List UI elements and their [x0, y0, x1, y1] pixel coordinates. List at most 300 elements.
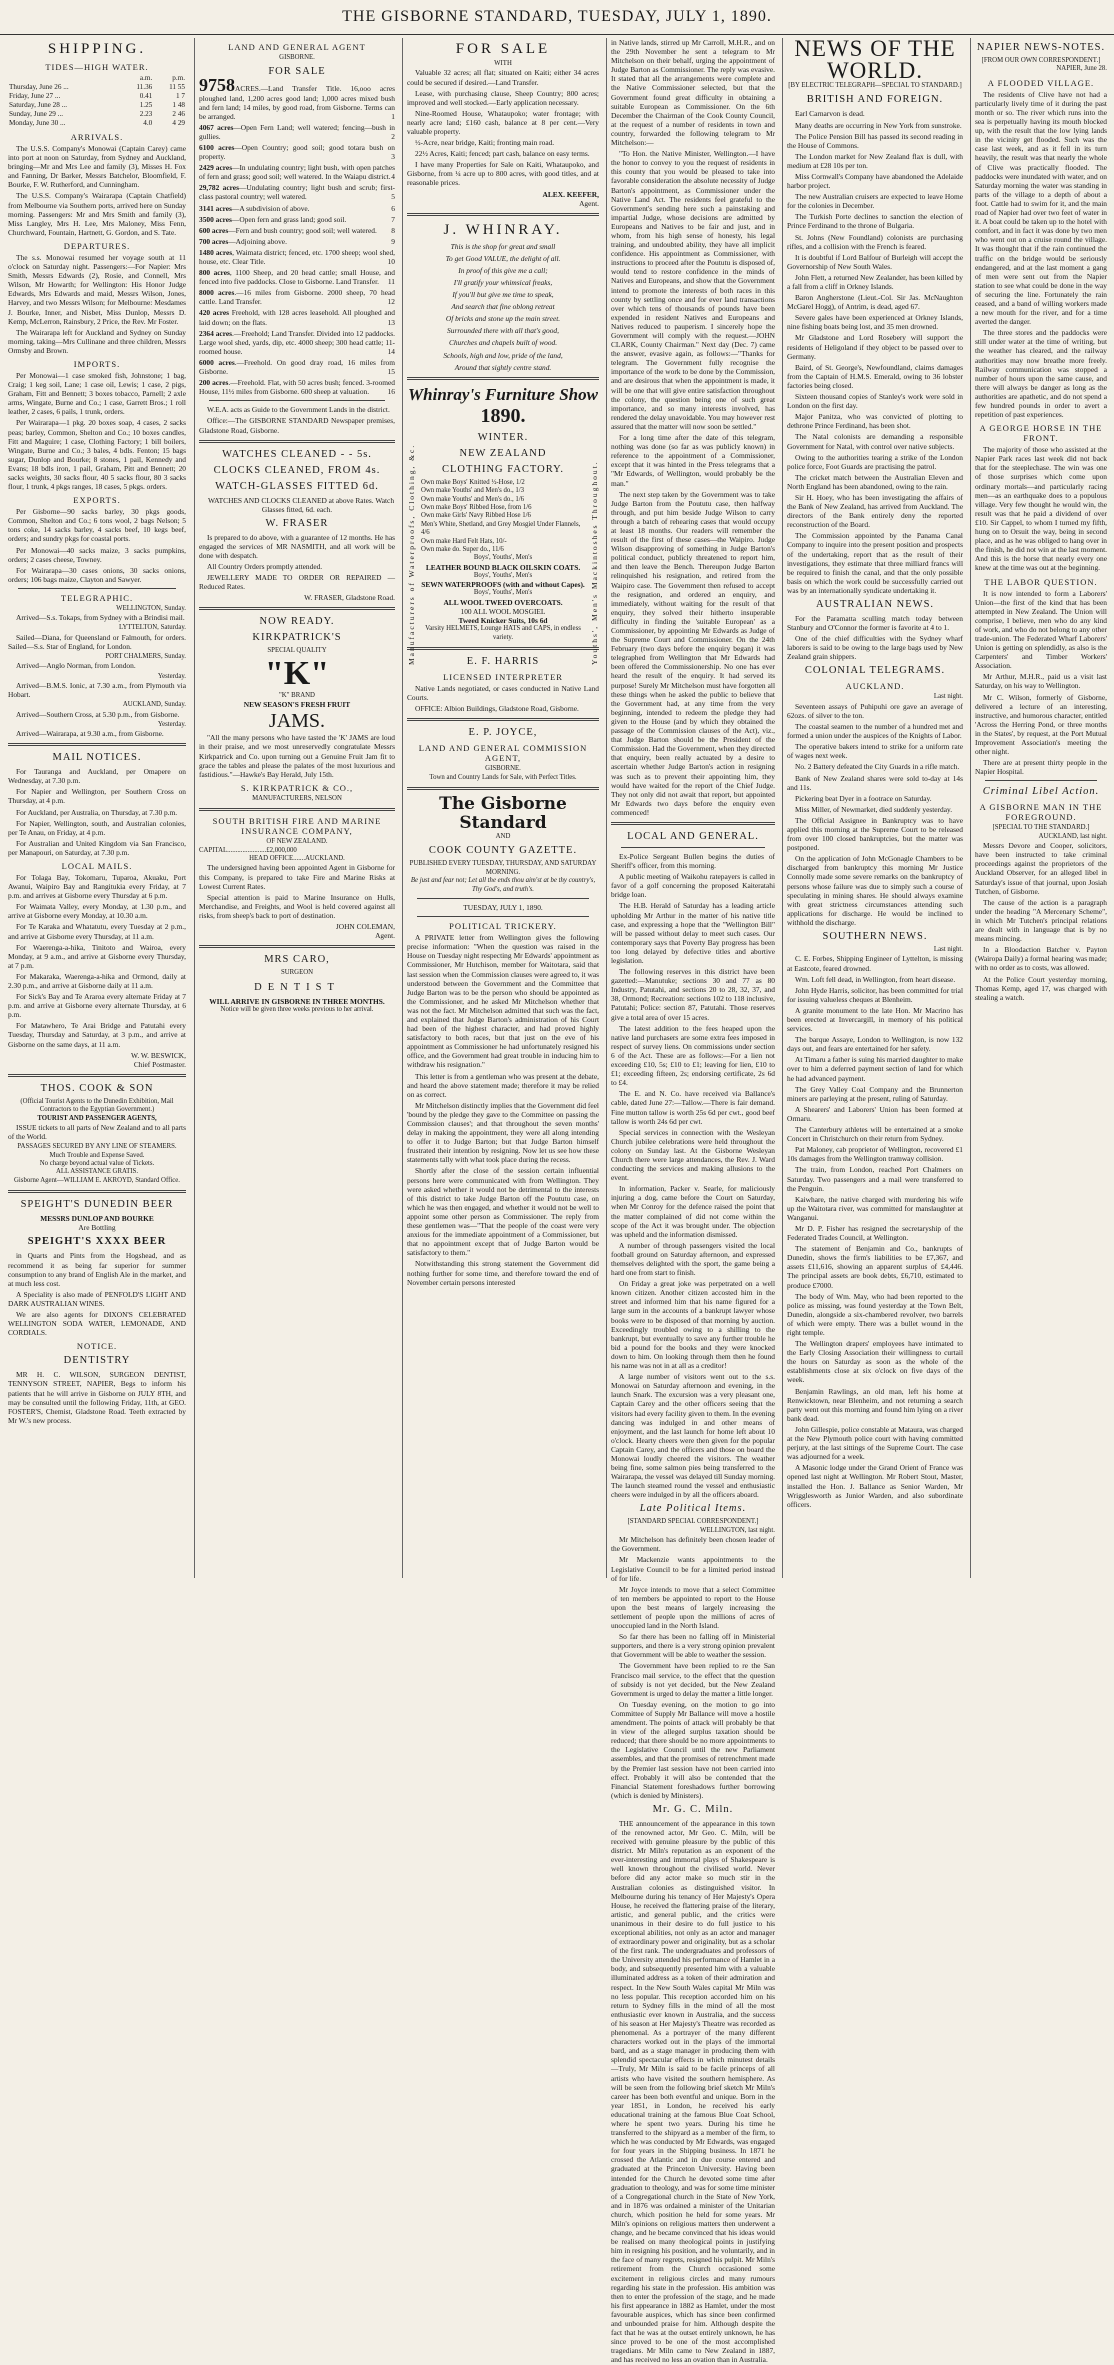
sale-lot-acreage: 6100 acres [199, 142, 235, 152]
imports-heading: IMPORTS. [73, 358, 121, 369]
price-line: Own make Girls' Navy Ribbed Hose 1/6 [421, 512, 531, 520]
paper-and: AND [495, 833, 511, 840]
tides-am: 0.41 [139, 92, 153, 100]
british-foreign-heading: BRITISH AND FOREIGN. [806, 94, 944, 106]
sale-lot [199, 248, 395, 266]
auckland-item: Bank of New Zealand shares were sold to-day at 14s and 11s. [787, 773, 963, 792]
exports-paragraph: Per Gisborne—90 sacks barley, 30 pkgs goods, Common, Shelton and Co.; 6 tons wool, 2 bags Nelson; 5 tons coke, 14 sacks barley, 4 sacks beef, 10 kegs beef, orders; and sundry pkgs for coastal ports. [8, 507, 186, 544]
kirkpatrick-company2: MANUFACTURERS, NELSON [252, 794, 342, 802]
divider [407, 213, 599, 216]
southern-item: The statement of Benjamin and Co., bankrupts of Dunedin, shows the firm's liabilities to be £7,367, and assets £11,616, showing an apparent surplus of £4,446. The principal assets are book debts, £6,710, estimated to produce £7000. [787, 1244, 963, 1290]
auckland-item: The Official Assignee in Bankruptcy was to have applied this morning at the Supreme Court to be released from over 100 closed bankruptcies, but the matter was postponed. [787, 815, 963, 853]
auckland-list [787, 702, 963, 927]
caro-dentist: DENTIST [254, 981, 340, 993]
tides-am: 11.36 [136, 83, 153, 91]
british-foreign-item: Mr Gladstone and Lord Rosebery will support the residents of Heligoland if they object to be passed over to Germany. [787, 333, 963, 361]
arrivals-paragraph: The U.S.S. Company's Wairarapa (Captain Chatfield) from Melbourne via Southern ports, arrived here on Sunday morning. Passengers: Mr and Mrs Smith and family (3), Miss Langley, Mrs H. Lee, Mrs Maloney, Miss Fenn, Churchward, Fountain, Hartnett, G. Gordon, and S. Tate. [8, 191, 186, 237]
now-ready: NOW READY. [259, 616, 335, 628]
sale-lot [199, 204, 395, 213]
tides-am: 1.25 [139, 101, 153, 109]
local-item: A number of through passengers visited the local football ground on Saturday afternoon, and expressed themselves delighted with the sport, the game being a hard one from start to finish. [611, 1240, 775, 1278]
sale-lot-acreage: 600 acres [199, 225, 229, 235]
late-political-item: Mr Mackenzie wants appointments to the Legislative Council to be for a limited period instead of for life. [611, 1555, 775, 1583]
southern-time: Last night. [933, 946, 963, 954]
dentistry-body: MR H. C. WILSON, SURGEON DENTIST, TENNYSON STREET, NAPIER, Begs to inform his patients that he will arrive in Gisborne on JULY 8TH, and may be consulted until the following Friday, 11th, at GEO. FOSTER'S, Chemist, Gladstone Road. Teeth extracted by Mr W.'s new process. [8, 1370, 186, 1425]
telegraphic-place: PORT CHALMERS, Sunday. [105, 653, 186, 661]
speight-body: in Quarts and Pints from the Hogshead, and as recommend it as being far superior for summer consumption to any brand of English Ale in the market, and at much less cost. [8, 1251, 186, 1288]
tides-pm: 11 55 [169, 83, 185, 91]
british-foreign-item: The London market for New Zealand flax is dull, with medium at £28 10s per ton. [787, 151, 963, 170]
napier-paragraph: The three stores and the paddocks were still under water at the time of writing, but the weather has cleared, and the railway authorities may now breathe more freely. Railway communication was stopped a number of hours upon the same cause, and there will always be danger as long as the authorities are apathetic, and do not spend a few hundred pounds in order to avert a repetition of past experiences. [975, 328, 1107, 420]
south-british-heading: SOUTH BRITISH FIRE AND MARINE INSURANCE COMPANY, [212, 816, 382, 837]
southern-item: Pat Maloney, cab proprietor of Wellington, recovered £1 10s damages from the Wellington tramway collision. [787, 1145, 963, 1164]
exports-heading: EXPORTS. [73, 495, 121, 506]
tides-day: Saturday, June 28 ... [9, 101, 68, 109]
local-mail: For Waimata Valley, every Monday, at 1.30 p.m., and arrive at Gisborne every Monday, at 10.30 a.m. [8, 902, 186, 921]
british-foreign-item: The Natal colonists are demanding a responsible Government for Natal, with control over native subjects. [787, 432, 963, 451]
tides-am: 2.23 [139, 110, 153, 118]
price-line: Own make do. Super do., 11/6 [421, 546, 504, 553]
exports-paragraph: Per Monowai—40 sacks maize, 3 sacks pumpkins, orders; 2 cases cheese, Towney. [8, 545, 186, 564]
southern-item: The Grey Valley Coal Company and the Brunnerton miners are parleying at the present, ruling of Saturday. [787, 1084, 963, 1103]
price-line: Own make Boys' Ribbed Hose, from 1/6 [421, 503, 532, 511]
south-british-sign: JOHN COLEMAN, [335, 922, 395, 931]
telegraphic-place: Yesterday. [157, 720, 186, 728]
price-line: Own make Hard Felt Hats, 10/- [421, 537, 507, 545]
caro-body: WILL ARRIVE IN GISBORNE IN THREE MONTHS. [209, 996, 385, 1006]
local-item: A large number of visitors went out to the s.s. Monowai on Saturday afternoon and evening, in the launch Snark. The excursion was a very pleasant one, Captain Carey and the other officers seeing that the visitors had every facility given to them. In the evening dancing was indulged in and other means of enjoyment, and the last launch for home left about 10 o'clock. Hearty cheers were then given for the popular Captain Carey, and the officers and those on board the Monowai loudly cheered the visitors. The weather being fine, some salmon pies being transferred to the Wairarapa, the vessel was delayed till Sunday morning. The launch steamed round the vessel and enthusiastic cheers were indulged in by all the officers aboard. [611, 1372, 775, 1500]
local-item: The latest addition to the fees heaped upon the native land purchasers are some extra fees imposed in respect of survey liens. On commissions under section 6 of the Act. These are as follows:—For a lien not exceeding £10, 5s; £10 to £1; leaving for lien, £10 to £1; exceeding fifteen, 2s; endorsing certificate, 2s 6d to £4. [611, 1023, 775, 1088]
british-foreign-item: John Flett, a returned New Zealander, has been killed by a fall from a cliff in Orkney Islands. [787, 272, 963, 291]
divider [417, 898, 589, 899]
divider [417, 916, 589, 917]
auckland-item: Seventeen assays of Puhipuhi ore gave an average of 62ozs. of silver to the ton. [787, 701, 963, 720]
southern-item: A Shearers' and Laborers' Union has been formed at Ormaru. [787, 1104, 963, 1123]
sale-lot-description: —Undulating country; light bush and scrub; first-class pastoral country; well watered. [199, 183, 395, 202]
sale-lot-acreage: 2364 acres [199, 328, 233, 338]
tides-pm: 1 7 [176, 92, 185, 100]
mail-notices-heading: MAIL NOTICES. [52, 752, 142, 764]
telegraphic-item: Arrived—Southern Cross, at 5.30 p.m., from Gisborne. [16, 709, 180, 719]
sale-lot-acreage: 4067 acres [199, 122, 234, 132]
british-foreign-item: St. Johns (New Foundland) colonists are purchasing rifles, and a collision with the French is feared. [787, 232, 963, 251]
harris-body: Native Lands negotiated, or cases conducted in Native Land Courts. [407, 683, 599, 702]
napier-paragraph: It is now intended to form a Laborers' Union—the first of the kind that has been attempted in New Zealand. The Union will comprise, I believe, men who do any kind of work, and who do not belong to any other trade-union. The Federated Wharf Laborers' Union is getting on splendidly, as also is the Carpenters' and Timber Workers' Association. [975, 588, 1107, 671]
south-british-body: The undersigned having been appointed Agent in Gisborne for this Company, is prepared to take Fire and Marine Risks at Lowest Current Rates. [199, 863, 395, 891]
sale-lot-description: —Open Country; good soil; good totara bush on property. [199, 142, 395, 162]
watches-line: CLOCKS CLEANED, FROM 4s. [213, 464, 381, 476]
southern-item: A Masonic lodge under the Grand Orient of France was opened last night at Wellington. Mr Robert Stout, Master, installed the Hon. J. Ballance as Senior Warden, Mr Wrigglesworth as Junior Warden, and also subordinate officers. [787, 1463, 963, 1509]
mail-notice: For Napier and Wellington, per Southern Cross on Thursday, at 4 p.m. [8, 787, 186, 806]
divider [199, 808, 395, 811]
mail-notice: For Auckland, per Australia, on Thursday, at 7.30 p.m. [16, 807, 178, 817]
cook-line: No charge beyond actual value of Tickets. [39, 1160, 155, 1168]
sale-lot [199, 75, 395, 121]
auckland-item: Pickering beat Dyer in a footrace on Saturday. [795, 793, 932, 803]
british-foreign-item: Severe gales have been experienced at Orkney Islands, nine fishing boats being lost, and 35 men drowned. [787, 313, 963, 332]
arrivals-paragraph: The U.S.S. Company's Monowai (Captain Carey) came into port at noon on Saturday, from Sydney and Auckland, bringing—Mr and Mrs Lee and family (3), Misses H. Fox and Fanning, Dr Barker, Messrs Batchelor, Bloomfield, F. Bourke, F. W. Rutherford, and Cunningham. [8, 144, 186, 190]
local-mails-heading: LOCAL MAILS. [61, 860, 133, 871]
column-1 [4, 38, 190, 1578]
political-continued: in Native lands, stirred up Mr Carroll, M.H.R., and on the 29th November he sent a telegram to Mr Mitchelson on their behalf, urging the appointment of Judge Barton as Commissioner. The reply was evasive. It stated that all the arrangements were complete and the Native Commissioner selected, but that the Government found great difficulty in obtaining a suitable European as Commissioner. On the 6th December the Chairman of the Cook County Council, at the request of a number of residents in town and country, forwarded the following telegram to Mr Mitchelson:— [611, 38, 775, 148]
british-foreign-item: Sixteen thousand copies of Stanley's work were sold in London on the first day. [787, 392, 963, 411]
telegraphic-place: Yesterday. [157, 672, 186, 680]
british-foreign-item: The cricket match between the Australian Eleven and North England has been abandoned, owing to the rain. [787, 472, 963, 491]
napier-place: NAPIER, June 28. [1056, 65, 1107, 73]
british-foreign-list [787, 109, 963, 595]
tides-pm: 2 46 [172, 110, 185, 118]
speight-sub2: Are Bottling [78, 1223, 116, 1233]
side-text-left: Manufacturers of Waterproofs, Clothing, &c. [407, 443, 416, 665]
watches-small: WATCHES AND CLOCKS CLEANED at above Rates. Watch Glasses fitted, 6d. each. [207, 495, 395, 514]
late-political-item: Mr Joyce intends to move that a select Committee of ten members be appointed to report to the House upon the best means of largely increasing the settlement of people upon the millions of acres of unoccupied land in the North Island. [611, 1584, 775, 1631]
for-sale-item: Nine-Roomed House, Whataupoko; water frontage; with nearly acre land; £160 cash, balance at 8 per cent.—Very valuable property. [407, 108, 599, 136]
political-paragraph: A PRIVATE letter from Wellington gives the following precise information: "When the question was raised in the House on Tuesday night respecting Mr Edwards' appointment as Commissioner, Mr Hutchison, member for Waitotara, said that last session when the Commission clauses were agreed to, it was understood between the Government and the Committee that Judge Barton was to be the person who should be appointed as the Commissioner, and he asked Mr Mitchelson whether that was not the fact. Mr Mitchelson admitted that such was the fact, and explained that Judge Barton's administration of his Court had been of the highest character, and had proved highly satisfactory to both races, but that just on the eve of his appointment as Commissioner he had unfortunately resigned his office, and the Government had great trouble in inducing him to withdraw his resignation." [407, 933, 599, 1070]
telegraphic-item: Arrived—S.s. Tokaps, from Sydney with a Brindisi mail. [16, 613, 185, 623]
side-text-right: Youths', Men's Mackintoshes Throughout. [589, 460, 599, 665]
price-line: Men's White, Shetland, and Grey Mosgiel Under Flannels, 4/6 [421, 520, 581, 537]
for-sale-item: I have many Properties for Sale on Kaiti, Whataupoko, and Gisborne, from ¼ acre up to 800 acres, with good titles, and at reasonable prices. [407, 160, 599, 188]
k-brand-logo: "K" [264, 654, 330, 692]
british-foreign-item: Many deaths are occurring in New York from sunstroke. [795, 120, 962, 130]
sale-lot-number: 1 [391, 111, 395, 121]
sale-lot [199, 226, 395, 235]
news-sub: [BY ELECTRIC TELEGRAPH—SPECIAL TO STANDARD.] [788, 82, 962, 89]
australian-item: One of the chief difficulties with the Sydney wharf laborers is said to be owing to the large bags used by New Zealand grain shippers. [787, 634, 963, 662]
sale-lot [199, 215, 395, 224]
british-foreign-item: The Turkish Porte declines to sanction the election of Prince Ferdinand to the throne of Bulgaria. [787, 212, 963, 231]
auckland-item: Miss Miller, of Newmarket, died suddenly yesterday. [795, 804, 953, 814]
poem-line: I'll gratify your whimsical freaks, [453, 278, 553, 287]
divider [611, 822, 775, 825]
southern-item: Mr D. P. Fisher has resigned the secretaryship of the Federated Trades Council, at Wellington. [787, 1223, 963, 1243]
south-british-capital: CAPITAL.......................£2,000,000 [199, 846, 297, 854]
leather-line: SEWN WATERPROOFS (with and without Capes). [421, 580, 585, 590]
divider [209, 400, 385, 401]
sale-lot-acreage: 2429 acres [199, 163, 233, 173]
criminal-libel-sub: A GISBORNE MAN IN THE FOREGROUND. [979, 802, 1103, 823]
south-british-nz: OF NEW ZEALAND. [266, 838, 328, 846]
divider [199, 945, 395, 948]
local-mail: For Waerenga-a-hika, Tinitoto and Wairoa, every Monday, at 9 a.m., and arrive at Gisborne every Thursday, at 7 p.m. [8, 942, 186, 970]
land-agent-heading: LAND AND GENERAL AGENT [228, 42, 366, 52]
auckland-item: On the application of John McGonagle Chambers to be discharged from bankruptcy this morning Mr Justice Connolly made some severe remarks on the bankruptcy of persons whose failure was due to simply such a course of speculating in mining shares. He should always examine with great strictness circumstances attending such applications for discharge. He would be inclined to withhold the discharge. [787, 854, 963, 927]
tides-row [8, 92, 186, 101]
whinray-poem [407, 242, 599, 372]
auckland-item: The coastal seamen to the number of a hundred met and formed a union under the auspices of the Knights of Labor. [787, 722, 963, 741]
telegraphic-heading: TELEGRAPHIC. [60, 592, 134, 603]
late-political-sub: [STANDARD SPECIAL CORRESPONDENT.] [627, 1518, 759, 1526]
departures-paragraph: The s.s. Monowai resumed her voyage south at 11 o'clock on Saturday night. Passengers:—For Napier: Mrs Smith, Messrs Edwards (2), Rosie, and Connell, Mrs Wilson, Mr Howarth; for Wellington: His Honor Judge Edwards, Mrs Edwards and maid, Messrs Wilson, Jones, Harvey, and two Messrs Wilson; for Melbourne: Mesdames J. Bourke, Inner, and Nisbet, Miss Dunlop, Messrs D. Kemp, McLerron, Rainsbury, 2 Price, the Rev. Mr Foster. [8, 252, 186, 326]
british-foreign-item: Baird, of St. George's, Newfoundland, claims damages from the Captain of H.M.S. Emerald, owing to 36 lobster factories being closed. [787, 362, 963, 390]
sale-lot-number: 15 [387, 367, 395, 377]
late-political-item: The Government have been replied to re the San Francisco mail service, to the effect that the question of subsidy is not yet decided, but the New Zealand Government is urged to delay the matter a little longer. [611, 1661, 775, 1698]
kirkpatrick-heading: KIRKPATRICK'S [252, 632, 342, 644]
sale-lot-description: ACRES.—Land Transfer Title. 16,ooo acres ploughed land, 1,200 acres good land; 1,000 acres mixed bush and fern land; 14 miles, by good road, from Gisborne. Terms can be arranged. [199, 84, 395, 121]
local-mail: For Matawhero, Te Arai Bridge and Patutahi every Tuesday, Thursday and Saturday, at 3 p.m., and arrive at Gisborne on the same days, at 11 a.m. [8, 1021, 186, 1049]
tides-day: Friday, June 27 ... [9, 92, 61, 100]
sale-lot-description: .—Freehold. Flat, with 50 acres bush; fenced. 3-roomed House, 11½ miles from Gisborne. 600 sheep at valuation. [199, 378, 395, 397]
late-political-item: Mr Mitchelson has definitely been chosen leader of the Government. [611, 1535, 775, 1554]
poem-line: Surrounded there with all that's good, [447, 326, 559, 336]
political-heading: POLITICAL TRICKERY. [449, 921, 557, 932]
sale-lot [199, 123, 395, 141]
for-sale-heading-2: FOR SALE [455, 41, 551, 57]
paper-date: TUESDAY, JULY 1, 1890. [463, 903, 543, 913]
price-line: Own make Boys' Knitted ½-Hose, 1/2 [421, 478, 525, 486]
miln-heading: Mr. G. C. Miln. [652, 1803, 734, 1815]
sale-lot-number: 6 [391, 203, 395, 213]
sale-lot-number: 8 [391, 225, 395, 235]
napier-paragraph: Mr Arthur, M.H.R., paid us a visit last Saturday, on his way to Wellington. [975, 672, 1107, 691]
speight-big: SPEIGHT'S XXXX BEER [27, 1236, 167, 1248]
leather-line: LEATHER BOUND BLACK OILSKIN COATS. [425, 562, 581, 572]
tides-table [8, 74, 186, 128]
auckland-item: No. 2 Battery defeated the City Guards in a rifle match. [795, 762, 960, 772]
leather-line: Boys', Youths', Men's [473, 589, 533, 597]
sale-lot-acreage: 3500 acres [199, 214, 232, 224]
cook-line: (Official Tourist Agents to the Dunedin Exhibition, Mail Contractors to the Egyptian Government.) [20, 1097, 174, 1114]
cook-line: TOURIST AND PASSENGER AGENTS, [37, 1114, 157, 1122]
local-item: A public meeting of Waikohu ratepayers is called in favor of a golf concerning the proposed Kaiteratahi bridge loan. [611, 872, 775, 900]
imports-paragraph: Per Monowai—1 case smoked fish, Johnstone; 1 bag, Craig; 1 keg soil, Lane; 1 case oil, Lewis; 1 case, 2 pigs, Graham, Fitt and Bennett; 3 boxes tobacco, Parnell; 2 axle arms, Wingate, Burne and Co.; 1 case, Garrett Bros.; 1 roll leather, 2 cases, 6 pails, 1 trunk, orders. [8, 370, 186, 417]
southern-item: John Hyde Harris, solicitor, has been committed for trial for issuing valueless cheques at Blenheim. [787, 985, 963, 1004]
southern-item: The body of Wm. May, who had been reported to the police as missing, was found yesterday at the Town Belt, Dunedin, alongside a six-chambered revolver, two barrels of which were empty. There was a bullet wound in the right temple. [787, 1291, 963, 1337]
sale-lot-acreage: 700 acres [199, 236, 229, 246]
sale-lot-number: 5 [391, 192, 395, 202]
tides-header-cell: a.m. [139, 74, 153, 82]
for-sale-item: Valuable 32 acres; all flat; situated on Kaiti; either 34 acres could be secured if desired.—Land Transfer. [407, 68, 599, 87]
for-sale-sign2: Agent. [579, 198, 599, 208]
local-item: Special services in connection with the Wesleyan Church jubilee celebrations were held throughout the colony on Sunday last. At the Gisborne Wesleyan Church there were large attendances, the Rev. J. Ward conducting the services and making allusions to the event. [611, 1127, 775, 1183]
poem-line: And search that fine oblong retreat [451, 302, 555, 312]
leather-line: Boys', Youths', Men's [473, 554, 533, 562]
sale-lot-description: —Open fern and grass land; good soil. [231, 214, 347, 224]
sale-lot [199, 378, 395, 396]
sale-lot-acreage: 420 acres [199, 308, 230, 318]
local-mail: For Te Karaka and Whatatutu, every Tuesday at 2 p.m., and arrive at Gisborne every Thursday, at 11 a.m. [8, 922, 186, 941]
tides-day: Thursday, June 26 ... [9, 83, 69, 91]
price-line: Own make Youths' and Men's do., 1/3 [421, 487, 525, 495]
southern-news-heading: SOUTHERN NEWS. [822, 931, 928, 943]
british-foreign-item: Earl Carnarvon is dead. [795, 109, 865, 119]
british-foreign-item: Miss Cornwall's Company have abandoned the Adelaide harbor project. [787, 171, 963, 191]
kirkpatrick-jams: JAMS. [268, 710, 326, 733]
arrivals-heading: ARRIVALS. [70, 132, 124, 142]
divider [18, 588, 176, 589]
local-item: The following reserves in this district have been gazetted:—Manutuke; sections 30 and 77 as 80 Industry, Patutahi, and sections 20 to 28, 32, 37, and 38, Ormond; Recreation: sections 102 to 118 inclusive, Patutahi; Police: section 87, Patutahi. Those reserves give a total area of over 15 acres. [611, 967, 775, 1022]
sale-lot [199, 288, 395, 306]
napier-sub: [FROM OUR OWN CORRESPONDENT.] [981, 57, 1101, 64]
divider [8, 1190, 186, 1193]
cook-line: ISSUE tickets to all parts of New Zealand and to all parts of the World. [8, 1123, 186, 1142]
napier-paragraph: There are at present thirty people in the Napier Hospital. [975, 758, 1107, 777]
fraser-body: Is prepared to do above, with a guarantee of 12 months. He has engaged the services of MR NASMITH, and all work will be done with despatch. [199, 532, 395, 560]
sale-lot-acreage: 3141 acres [199, 203, 232, 213]
local-mail: For Tolaga Bay, Tokomaru, Tuparoa, Akuaku, Port Awanui, Waipiro Bay and Rangitukia every Friday, at 7 p.m. and arrives at Gisborne every Thursday at 6 p.m. [8, 872, 186, 901]
news-of-the-world-heading: NEWS OF THE WORLD. [794, 36, 956, 83]
harris-body: OFFICE: Albion Buildings, Gladstone Road, Gisborne. [415, 704, 579, 714]
winter-heading: WINTER. [477, 431, 529, 443]
for-sale-item: ½-Acre, near bridge, Kaiti; fronting main road. [415, 138, 555, 148]
napier-subhead: A GEORGE HORSE IN THE FRONT. [979, 423, 1103, 444]
southern-item: The barque Assaye, London to Wellington, is now 132 days out, and fears are entertained for her safety. [787, 1035, 963, 1054]
sale-lot [199, 308, 395, 326]
sale-lot-description: Freehold, with 128 acres leasehold. All ploughed and laid down; on the flats. [199, 308, 395, 327]
auckland-item: The operative bakers intend to strike for a uniform rate of wages next week. [787, 742, 963, 761]
tides-header-row [8, 74, 186, 83]
australian-item: For the Paramatta sculling match today between Stanbury and O'Connor the former is favorite at 4 to 1. [787, 614, 963, 633]
paper-subtitle: COOK COUNTY GAZETTE. [428, 845, 578, 857]
divider [621, 847, 765, 848]
criminal-libel-sub2: [SPECIAL TO THE STANDARD.] [992, 824, 1090, 832]
poem-line: If you'll but give me time to speak, [452, 290, 554, 300]
for-sale-item: 22½ Acres, Kaiti; fenced; part cash, balance on easy terms. [415, 149, 590, 159]
sale-lot-number: 2 [391, 131, 395, 141]
sale-lot [199, 358, 395, 376]
whinray-heading: J. WHINRAY. [443, 221, 563, 238]
speight-heading: SPEIGHT'S DUNEDIN BEER [20, 1199, 174, 1211]
southern-item: At Timaru a father is suing his married daughter to make over to him a deferred payment section of land for which he had advanced payment. [787, 1055, 963, 1083]
paper-title: The Gisborne Standard [439, 794, 567, 833]
watches-line: WATCH-GLASSES FITTED 6d. [215, 480, 379, 492]
for-sale-item: Lease, with purchasing clause, Sheep Country; 800 acres; improved and well stocked.—Early application necessary. [407, 88, 599, 107]
telegraphic-item: Sailed—Diana, for Queensland or Falmouth, for orders. Sailed—S.s. Star of England, for London. [8, 632, 186, 651]
poem-line: This is the shop for great and small [450, 241, 556, 251]
auckland-time: Last night. [933, 693, 963, 701]
napier-subhead: A FLOODED VILLAGE. [987, 77, 1095, 88]
mail-notice: For Napier, Wellington, south, and Australian colonies, per Te Anau, on Friday, at 4 p.m. [8, 818, 186, 837]
leather-line: ALL WOOL TWEED OVERCOATS. [443, 597, 563, 607]
tides-pm: 1 48 [172, 101, 185, 109]
departures-heading: DEPARTURES. [63, 240, 131, 251]
late-political-item: On Tuesday evening, on the motion to go into Committee of Supply Mr Ballance will move a hostile amendment. The points of attack will probably be that in view of the alleged surplus taxation should be reduced; that there should be no more appointments to the Legislative Council until the new Parliament assembles, and that the promises of retrenchment made by the Premier last session have not been carried into effect. Probably it will also be contended that the Financial Statement foreshadows further borrowing (which is denied by Ministers). [611, 1699, 775, 1800]
napier-paragraph: The residents of Clive have not had a particularly lively time of it during the past month or so. The river which runs into the sea is perpetually having its mouth blocked up, with the result that the low lying lands in the vicinity get flooded. Such was the case last week, and as it fell in its turn heavily, the result was that nearly the whole of Clive was practically flooded. The paddocks were inundated with water, and on Saturday morning the water was standing in parts of the village to a depth of about a foot. Cattle had to swim for it, and the main road of Napier had over two feet of water in it. A boat could be taken up to the hotel with comfort, and in fact it was done by two men who went out on a cruise round the village. It was thought that if the rain continued the traffic on the bridge would be seriously endangered, and at the last moment a gang of men were sent out from the Napier station to see what could be done in the way of securing the line. Fortunately the rain ceased, and a band of willing workers made a new mouth for the river, and for a time averted the danger. [975, 89, 1107, 327]
sale-lot-number: 10 [387, 257, 395, 266]
sale-lot-description: —A subdivision of above. [231, 203, 310, 213]
column-6 [970, 38, 1111, 1578]
leather-line: Boys', Youths', Men's [473, 571, 533, 579]
miln-paragraph: THE announcement of the appearance in this town of the renowned actor, Mr Geo. C. Miln, will be received with genuine pleasure by the public of this district. Mr Miln's reputation as an exponent of the ever-interesting and immortal plays of Shakespeare is well known throughout the civilised world. Never before did any actor make so much stir in the Australian colonies as distinguished visitor. In Melbourne during his tenancy of Her Majesty's Opera House, he received the flattering praise of the literary, artistic, and general public, and the critics were unanimous in their desire to do full justice to his exceptional abilities, not only as an actor and manager of extraordinary power and originality, but as a scholar of the first rank. The undergraduates and professors of the University attended his performance of Hamlet in a body, and subsequently presented him with a valuable illuminated address as a token of their admiration and respect. In the New South Wales capital Mr Miln was no less popular. This reception accorded him on his return to Sydney fills in the mind of all the most enthusiastic ever known in Australia, and the success of his season at Her Majesty's Theatre was recorded as phenomenal. As a portrayer of the many different characters worked out in the plays of the immortal bard, and as a stage manager in producing them with splendid spectacular effects in which minutest details—Truly, Mr Miln is said to be facile princeps of all artists who have visited the southern hemisphere. As will be seen from the following brief sketch Mr Miln's career has been both eventful and unique. Born in the year 1851, in London, he received his early educational training at the famous Blue Coat School, where he spent two years. During his time he transferred to the shipyard as a member of the firm, to which he was conducted by Mr Edwards, was engaged for four years in the Shipping business. In 1871 he crossed the Atlantic and in due course entered and graduated at the Princeton University. Having been intended for the Church he devoted some time after graduation to theology, and was for some time minister of a Congregational church in the State of New York, and in 1876 was ordained a minister of the Unitarian church, which position he held for some years. Mr Miln's opinions on religious matters then underwent a change, and he became convinced that his ideas would be realised on many theological points in justifying him in resigning his position, and he voluntarily, and in the face of many regrets, resigned his pulpit. Mr Miln's retirement from the Church occasioned some excitement in religious circles and many rumours regarding his state in the profession. His ambition was then to enter the profession of the stage, and he made his first appearance in 1882 as Hamlet, under the most favourable auspices, which has since been confirmed and unbounded praise for him. Although despite the fact that he was at the outset entirely unknown, he has since proved to be one of the most accomplished tragedians. Mr Miln came to New Zealand in 1887, and has received no less an ovation than in Australia. [611, 1818, 775, 2365]
tides-day: Monday, June 30 ... [9, 119, 66, 127]
nz-factory-heading: NEW ZEALAND [459, 447, 547, 459]
sale-lot-description: —Open Fern Land; well watered; fencing—bush in gullies. [199, 122, 395, 141]
british-foreign-item: It is doubtful if Lord Balfour of Burleigh will accept the Governorship of New South Wales. [787, 252, 963, 271]
southern-item: The Wellington drapers' employees have intimated to the Early Closing Association their willingness to curtail the hours on Saturday as soon as the whole of the establishments close at six o'clock on five days of the week. [787, 1339, 963, 1385]
british-foreign-item: The new Australian cruisers are expected to leave Home for the colonies in December. [787, 192, 963, 211]
postmaster-title: Chief Postmaster. [133, 1059, 186, 1069]
sale-lot-number: 13 [387, 317, 395, 327]
poem-line: In proof of this give me a call; [458, 265, 548, 275]
criminal-libel-paragraph: In a Bloodaction Batcher v. Payton (Wairopa Daily) a formal hearing was made; with no order as to costs, was allowed. [975, 945, 1107, 973]
shipping-heading: SHIPPING. [47, 41, 147, 57]
local-mail: For Makaraka, Waerenga-a-hika and Ormond, daily at 2.30 p.m., and arrive at Gisborne daily at 11 a.m. [8, 971, 186, 990]
column-3 [402, 38, 603, 1578]
sale-lot-acreage: 6000 acres [199, 357, 235, 367]
criminal-libel-paragraph: The cause of the action is a paragraph under the heading "A Mercenary Scheme", in which Mr Tutchen's principal relations are dealt with in language that is by no means mincing. [975, 897, 1107, 944]
divider [407, 377, 599, 380]
harris-sub: LICENSED INTERPRETER [443, 671, 563, 682]
telegraphic-item: Arrived—B.M.S. Ionic, at 7.30 a.m., from Plymouth via Hobart. [8, 680, 186, 700]
british-foreign-item: Owing to the authorities tearing a strike of the London police force, Foot Guards are practising the patrol. [787, 452, 963, 471]
joyce-place: GISBORNE. [485, 765, 521, 773]
south-british-sign2: Agent. [375, 931, 395, 941]
poem-line: Around that sightly centre stand. [454, 362, 552, 372]
napier-paragraph: Mr C. Wilson, formerly of Gisborne, delivered a lecture of an interesting, instructive, and humorous character, entitled 'Across the Herring Pond, or three months in the States', by request, at the Port Mutual Improvement Association's meeting the other night. [975, 692, 1107, 757]
sale-lot [199, 268, 395, 286]
sale-lot [199, 183, 395, 201]
divider [985, 780, 1097, 781]
departures-paragraph: The Wairarapa left for Auckland and Sydney on Sunday morning, taking—Mrs Cullinane and three children, Messrs Ormsby and Brown. [8, 327, 186, 355]
sale-lot-number: 11 [387, 277, 395, 287]
divider [407, 718, 599, 721]
telegraphic-item: Arrived—Anglo Norman, from London. [16, 661, 136, 671]
cook-line: Gisborne Agent—WILLIAM E. AKROYD, Standard Office. [14, 1176, 180, 1184]
napier-paragraph: The majority of those who assisted at the Napier Park races last week did not back that for the steeplechase. The win was one of those surprises which come upon ordinary mortals—and particularly racing men—as an earthquake does to a populous village. Very few thought he would win, the result was that he paid a dividend of over £10. Sir Cappel, to whom I turned my fifth, hung on to Orsuit the way, being in second place, and as he was obliged to hang over in the finish, he did not win at the last moment. And this is the horse that nearly every one knew at the time was out at the beginning. [975, 445, 1107, 573]
sale-lot-description: , Waimata district; fenced, etc. 1700 sheep; wool shed, house, etc. Clear Title. [199, 247, 395, 266]
local-item: Ex-Police Sergeant Bullen begins the duties of Sheriff's officer, from this morning. [611, 851, 775, 871]
for-sale-sep: WITH [494, 60, 512, 67]
divider [199, 440, 395, 443]
fraser-heading: W. FRASER [265, 517, 329, 529]
land-agent-place: GISBORNE. [279, 54, 315, 61]
criminal-libel-place: AUCKLAND, last night. [1038, 832, 1107, 840]
sale-lot-description: —Adjoining above. [228, 236, 287, 246]
tides-pm: 4 29 [172, 119, 185, 127]
paper-published: PUBLISHED EVERY TUESDAY, THURSDAY, AND SATURDAY MORNING. [409, 860, 597, 876]
postmaster-name: W. W. BESWICK, [131, 1050, 186, 1060]
tides-row [8, 83, 186, 92]
joyce-heading: E. P. JOYCE, [468, 727, 538, 739]
tides-header-cell: p.m. [172, 74, 185, 82]
mail-notice: For Australian and United Kingdom via San Francisco, per Manapouri, on Saturday, at 7.30 p.m. [8, 838, 186, 857]
sale-list [199, 75, 395, 397]
caro-note: Notice will be given three weeks previous to her arrival. [220, 1005, 374, 1013]
notice-heading: NOTICE. [76, 1341, 118, 1352]
sale-lot-number: 12 [387, 297, 395, 307]
sale-lot-description: .—16 miles from Gisborne. 2000 sheep, 70 head cattle. Land Transfer. [199, 288, 395, 307]
local-general-heading: LOCAL AND GENERAL. [627, 830, 759, 842]
local-item: The E. and N. Co. have received via Ballance's cable, dated June 27:—Tallow.—There is fair demand. Fine mutton tallow is worth 25s 6d per cwt., good beef tallow is worth 24s 6d per cwt. [611, 1089, 775, 1126]
year-heading: 1890. [480, 404, 526, 427]
sale-lot-acreage: 800 acres [199, 268, 230, 278]
poem-line: Churches and chapels built of wood. [448, 338, 558, 348]
cook-line: Much Trouble and Expense Saved. [49, 1151, 145, 1159]
wea-note: W.E.A. acts as Guide to the Government Lands in the district. [207, 405, 390, 415]
political-continued: "To Hon. the Native Minister, Wellington.—I have the honor to convey to you the request of residents in this county that you would be pleased to take into favorable consideration the absolute necessity of Judge Barton's appointment, as Commissioner under the Native Land Act. The residents feel grateful to the Government's sending here such a painstaking and impartial Judge, whose decisions are admitted by Europeans and Natives to be fair and just, and in whom, from his high sense of honesty, his legal training, and undoubted ability, they have all implicit confidence. His appointment as Commissioner, with instructions to proceed after the Poututu is disposed of, would tend to restore confidence in the minds of Natives and Europeans, and show that the Government intend to promote the interests of both races in this county by settling once and for ever land transactions over which tens of thousands of pounds have been expended in resident Natives and Europeans and Natives reduced to pauperism. I sincerely hope the Government will comply with the request.—JOHN CLARK, County Chairman." Next day (Dec. 7) came the answer, evasive again, as follows:—"Thanks for telegram. The Government fully recognise the importance of the work to be done by the Commission, and are desirous that when the appointment is made, it will be one that will give entire satisfaction throughout the colony, the question being one of such great importance, and so many interests involved, has rendered the delay unavoidable. You may however rest assured that the matter will now soon be settled." [611, 149, 775, 431]
criminal-libel-paragraph: At the Police Court yesterday morning, Thomas Kemp, aged 17, was charged with stealing a watch. [975, 974, 1107, 1002]
sale-lot-number: 4 [391, 172, 395, 182]
telegraphic-place: WELLINGTON, Sunday. [116, 604, 186, 612]
joyce-body: Town and Country Lands for Sale, with Perfect Titles. [429, 773, 577, 781]
caro-heading: MRS CARO, [264, 954, 330, 966]
poem-line: To get Good VALUE, the delight of all. [445, 253, 561, 263]
sale-lot-acreage: 29,782 acres [199, 183, 239, 193]
kirkpatrick-quote: "All the many persons who have tasted the 'K' JAMS are loud in their praise, and we most unreservedly congratulate Messrs Kirkpatrick and Co. upon turning out a Genuine Fruit Jam fit to grace the tables and please the palates of the most luxurious and fastidious."—Hawke's Bay Herald, July 15th. [199, 733, 395, 779]
political-continued: The next step taken by the Government was to take Judge Barton from the Poututu case, then halfway through, and put him beside Judge Wilson to carry through a batch of rehearing cases that would occupy at least 18 months. Our readers will remember the result of the first of these cases—the Waipiro. Judge Wilson disapproving of something in Judge Barton's political conduct, publicly threatened to report him, and then leave the Bench. Thereupon Judge Barton relinquished his resignation, and retired from the Waipiro case. The Government then refused to accept the resignation, and ordered an enquiry, and immediately, without waiting for the result of that enquiry, they solved their hitherto insuperable difficulty in finding the 'suitable European' as a Commissioner, by appointing Mr Edwards as Judge of the Supreme Court and Commissioner. On the 24th February (two days before the enquiry began) it was telegraphed from Wellington that Mr Edwards had been offered the Commissionership. No one has ever heard the result of the enquiry. It had served its purpose! Surely Mr Mitchelson must have forgotten all these things when he asked the public to believe that the Government had, at any time from the very beginning, intended to redeem the pledge they had given to the House (and by which they obtained the passage of the Commission clauses of the Act), viz., that Judge Barton should be the President of the Commission. Had the Government, when they directed that enquiry, been really actuated by a desire to ascertain whether Judge Barton's action in resigning was such as to prevent their appointing him, they would have waited for the report of the Chief Judge. They not only did not await that report, but appointed Mr Edwards two days before the enquiry even commenced! [611, 489, 775, 817]
local-item: The H.B. Herald of Saturday has a leading article upholding Mr Arthur in the matter of his native title case, and expressing a hope that the "Wellington Bill" will be passed without delay to meet such cases. Our contemporary says that Poverty Bay progress has been too long delayed by defective titles and abortive legislation. [611, 901, 775, 965]
kirkpatrick-season: NEW SEASON'S FRESH FRUIT [243, 700, 351, 710]
exports-paragraph: For Wairarapa—30 cases onions, 30 sacks onions, orders; 106 bags maize, Clayton and Sawyer. [8, 565, 186, 584]
colonial-telegrams-heading: COLONIAL TELEGRAMS. [804, 665, 946, 677]
telegraphic-place: AUCKLAND, Sunday. [122, 701, 186, 709]
sale-lot-description: , 1100 Sheep, and 20 head cattle; small House, and fenced into five paddocks. Close to Gisborne. Land Transfer. [199, 268, 395, 287]
criminal-libel-paragraph: Messrs Devore and Cooper, solicitors, have been instructed to take criminal proceedings against the proprietors of the Auckland Observer, for an alleged libel in Saturday's issue of that journal, upon Josiah Tutchen, of Gisborne. [975, 841, 1107, 896]
late-political-heading: Late Political Items. [639, 1503, 747, 1515]
tides-header-cell [8, 74, 121, 83]
for-sale-sign: ALEX. KEEFER, [542, 189, 599, 199]
south-british-office: HEAD OFFICE.......AUCKLAND. [249, 855, 345, 863]
